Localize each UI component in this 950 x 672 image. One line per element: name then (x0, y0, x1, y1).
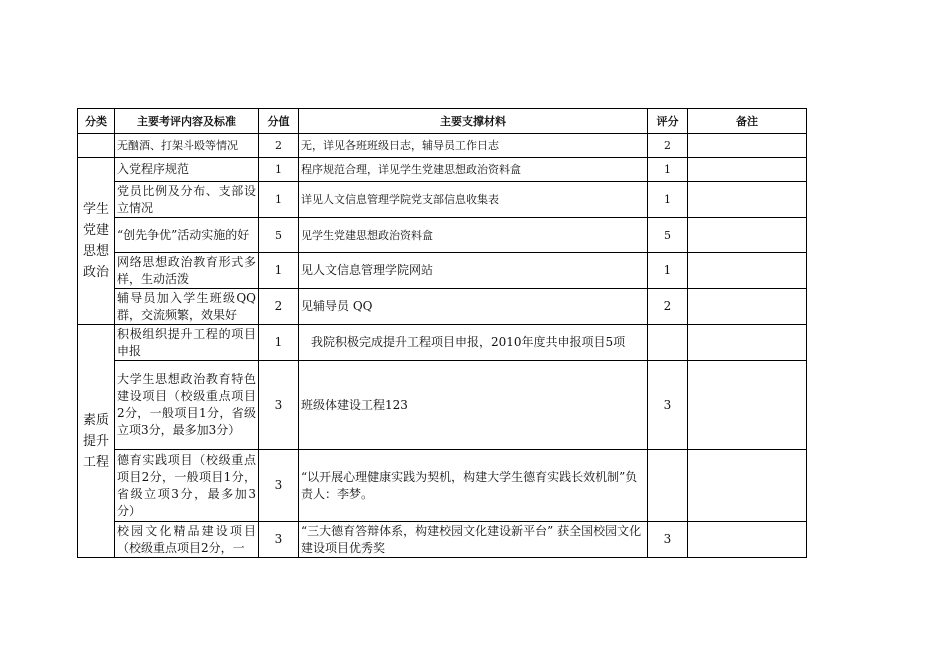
materials-cell: 程序规范合理，详见学生党建思想政治资料盒 (299, 158, 648, 182)
table-row (78, 182, 807, 218)
table-header-row (78, 109, 807, 134)
remarks-cell (688, 450, 807, 522)
materials-cell: 详见人文信息管理学院党支部信息收集表 (299, 182, 648, 218)
remarks-cell (688, 361, 807, 450)
criteria-cell: 网络思想政治教育形式多样，生动活泼 (115, 253, 259, 289)
materials-cell: “三大德育答辩体系，构建校园文化建设新平台” 获全国校园文化建设项目优秀奖 (299, 522, 648, 558)
header-materials: 主要支撑材料 (299, 109, 648, 134)
score-value-cell: 3 (259, 522, 299, 558)
remarks-cell (688, 158, 807, 182)
materials-cell: 班级体建设工程123 (299, 361, 648, 450)
score-value-cell: 1 (259, 158, 299, 182)
table-row (78, 325, 807, 361)
rating-cell (648, 450, 688, 522)
remarks-cell (688, 253, 807, 289)
criteria-cell: 积极组织提升工程的项目申报 (115, 325, 259, 361)
header-category: 分类 (78, 109, 115, 134)
score-value-cell: 2 (259, 134, 299, 158)
criteria-cell: 辅导员加入学生班级QQ群，交流频繁，效果好 (115, 289, 259, 325)
header-score-value: 分值 (259, 109, 299, 134)
materials-cell: “以开展心理健康实践为契机，构建大学生德育实践长效机制”负责人：李梦。 (299, 450, 648, 522)
materials-cell: 见人文信息管理学院网站 (299, 253, 648, 289)
rating-cell: 5 (648, 218, 688, 253)
materials-cell: 无，详见各班班级日志，辅导员工作日志 (299, 134, 648, 158)
category-cell: 素质提升工程 (78, 325, 115, 558)
score-value-cell: 1 (259, 253, 299, 289)
criteria-cell: 无酗酒、打架斗殴等情况 (115, 134, 259, 158)
table-row (78, 253, 807, 289)
table-row (78, 158, 807, 182)
rating-cell: 1 (648, 182, 688, 218)
remarks-cell (688, 325, 807, 361)
category-cell (78, 134, 115, 158)
rating-cell: 3 (648, 361, 688, 450)
materials-cell: 见辅导员 QQ (299, 289, 648, 325)
table-row (78, 450, 807, 522)
rating-cell: 1 (648, 158, 688, 182)
evaluation-table (77, 108, 807, 558)
score-value-cell: 1 (259, 325, 299, 361)
score-value-cell: 2 (259, 289, 299, 325)
remarks-cell (688, 134, 807, 158)
table-row (78, 522, 807, 558)
category-cell: 学生党建思想政治 (78, 158, 115, 325)
materials-cell: 我院积极完成提升工程项目申报，2010年度共申报项目5项 (299, 325, 648, 361)
score-value-cell: 5 (259, 218, 299, 253)
criteria-cell: 校园文化精品建设项目（校级重点项目2分，一 (115, 522, 259, 558)
score-value-cell: 3 (259, 361, 299, 450)
table-row (78, 134, 807, 158)
rating-cell: 2 (648, 289, 688, 325)
criteria-cell: “创先争优”活动实施的好 (115, 218, 259, 253)
score-value-cell: 3 (259, 450, 299, 522)
rating-cell: 2 (648, 134, 688, 158)
rating-cell: 1 (648, 253, 688, 289)
header-criteria: 主要考评内容及标准 (115, 109, 259, 134)
criteria-cell: 入党程序规范 (115, 158, 259, 182)
materials-cell: 见学生党建思想政治资料盒 (299, 218, 648, 253)
rating-cell (648, 325, 688, 361)
criteria-cell: 党员比例及分布、支部设立情况 (115, 182, 259, 218)
table-row (78, 218, 807, 253)
table-row (78, 289, 807, 325)
remarks-cell (688, 522, 807, 558)
rating-cell: 3 (648, 522, 688, 558)
header-remarks: 备注 (688, 109, 807, 134)
criteria-cell: 德育实践项目（校级重点项目2分，一般项目1分，省级立项3分，最多加3分） (115, 450, 259, 522)
remarks-cell (688, 289, 807, 325)
remarks-cell (688, 218, 807, 253)
remarks-cell (688, 182, 807, 218)
header-rating: 评分 (648, 109, 688, 134)
score-value-cell: 1 (259, 182, 299, 218)
table-row (78, 361, 807, 450)
criteria-cell: 大学生思想政治教育特色建设项目（校级重点项目2分，一般项目1分，省级立项3分，最多加3分） (115, 361, 259, 450)
